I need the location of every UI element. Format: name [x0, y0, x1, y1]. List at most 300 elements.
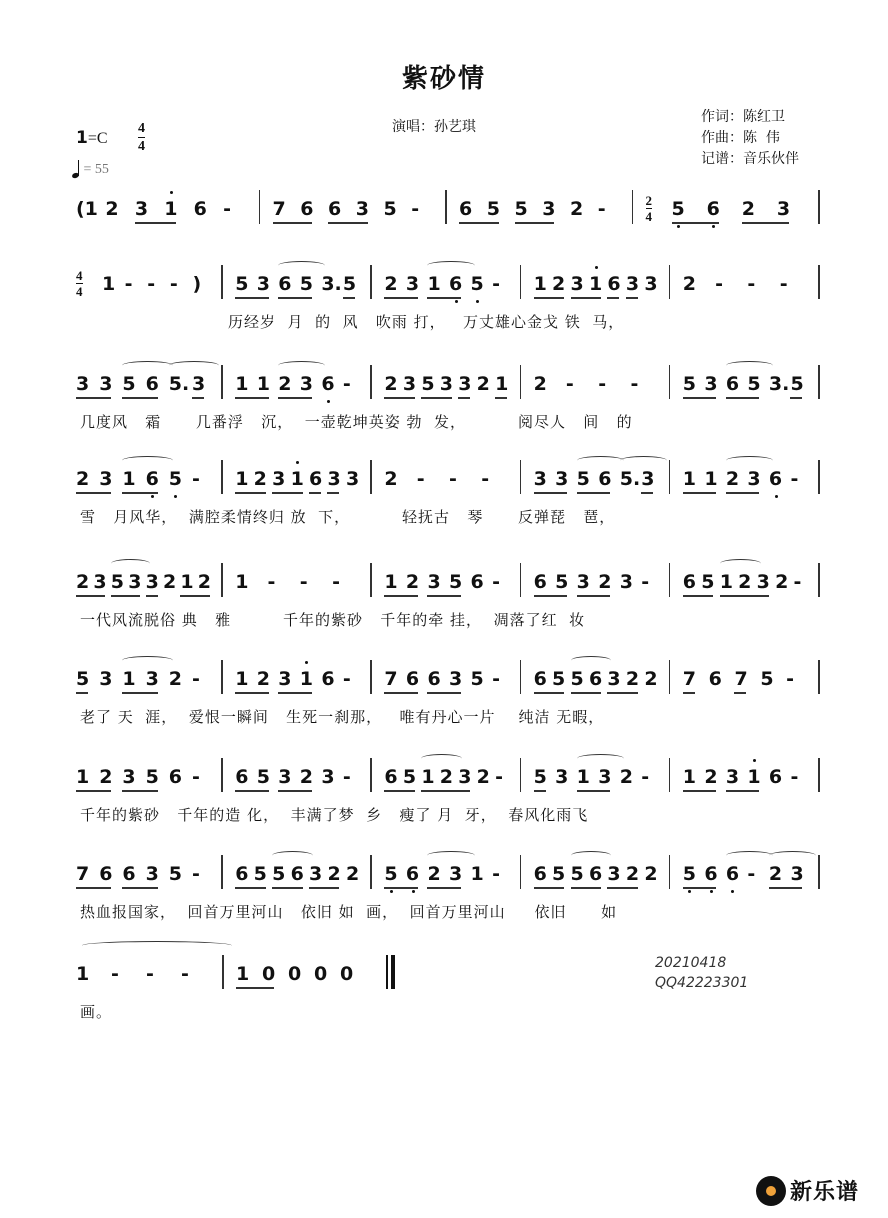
key-signature: 1=C: [76, 128, 108, 148]
date-text: 20210418: [655, 955, 727, 971]
note: 6: [193, 198, 207, 220]
note: 3.: [768, 373, 790, 395]
beam-underline: [571, 887, 601, 889]
beam-underline: [384, 595, 418, 597]
extension-dash: -: [416, 468, 425, 490]
beam-underline: [235, 297, 269, 299]
note: 3: [134, 198, 149, 220]
barline: [818, 365, 820, 399]
note: 3: [607, 863, 621, 885]
beam-underline: [278, 692, 312, 694]
beam-underline: [236, 987, 274, 989]
low-octave-dot: [677, 225, 680, 228]
score-line: [72, 660, 832, 740]
extension-dash: -: [598, 373, 607, 395]
note: 2: [552, 273, 566, 295]
barline: [221, 460, 223, 494]
note: 5.: [619, 468, 641, 490]
note: 6: [290, 863, 304, 885]
note: 7: [76, 863, 90, 885]
low-octave-dot: [688, 890, 691, 893]
note: 3: [776, 198, 791, 220]
beam-underline: [384, 692, 418, 694]
barline: [520, 460, 522, 494]
note: 6: [328, 198, 342, 220]
note: 3: [641, 468, 655, 490]
note: 1: [291, 468, 304, 490]
note: 6: [470, 571, 484, 593]
note: 3: [725, 766, 740, 788]
note: 2: [644, 863, 658, 885]
low-octave-dot: [712, 225, 715, 228]
beam-underline: [272, 492, 302, 494]
note: 2: [725, 468, 740, 490]
note: 5: [470, 668, 484, 690]
note: 3: [449, 863, 463, 885]
extension-dash: -: [641, 766, 650, 788]
note: 1: [235, 668, 249, 690]
barline: [221, 365, 223, 399]
note: 2: [427, 863, 441, 885]
note: 7: [682, 668, 697, 690]
note: 1: [719, 571, 733, 593]
note: 3: [533, 468, 547, 490]
note: 5.: [168, 373, 190, 395]
note: 3: [449, 668, 463, 690]
note: 0: [262, 963, 276, 985]
slur-arc: [571, 851, 612, 860]
beam-underline: [384, 297, 418, 299]
extension-dash: -: [146, 963, 154, 985]
note: 2: [76, 468, 90, 490]
note: 5: [421, 373, 435, 395]
beam-underline: [384, 790, 414, 792]
extension-dash: -: [492, 668, 500, 690]
lyrics-line: 老了 天 涯， 爱恨一瞬间 生死一刹那， 唯有丹心一片 纯洁 无暇，: [80, 708, 605, 726]
tempo-marking: = 55: [72, 160, 109, 178]
barline: [669, 460, 671, 494]
extension-dash: -: [342, 373, 351, 395]
note: 1: [747, 766, 760, 788]
note: 2: [570, 198, 584, 220]
barline: [520, 758, 522, 792]
note: 2: [384, 468, 398, 490]
note: 2: [384, 273, 398, 295]
slur-arc: [278, 361, 325, 370]
note: 6: [405, 668, 420, 690]
barline: [520, 265, 522, 299]
note: 5: [514, 198, 528, 220]
note: 5: [683, 863, 696, 885]
note: 1: [235, 571, 249, 593]
barline: [370, 365, 372, 399]
note: 2: [476, 766, 490, 788]
extension-dash: -: [597, 198, 606, 220]
quarter-note-icon: [72, 160, 80, 178]
beam-underline: [641, 492, 653, 494]
note: 2: [299, 766, 314, 788]
note: 3: [405, 273, 420, 295]
beam-underline: [235, 397, 269, 399]
low-octave-dot: [327, 400, 330, 403]
note: 5: [122, 373, 136, 395]
extension-dash: -: [790, 766, 799, 788]
note: 3: [93, 571, 107, 593]
note: 2: [704, 766, 718, 788]
note: 7: [384, 668, 398, 690]
note: 6: [384, 766, 398, 788]
note: 5: [299, 273, 314, 295]
note: 6: [309, 468, 323, 490]
extension-dash: -: [565, 373, 574, 395]
logo-text: 新乐谱: [790, 1180, 860, 1205]
beam-underline: [683, 397, 717, 399]
high-octave-dot: [296, 461, 299, 464]
note: 1: [235, 468, 249, 490]
note: 3: [76, 373, 90, 395]
beam-underline: [76, 595, 105, 597]
extension-dash: -: [342, 766, 351, 788]
note: 3: [576, 571, 590, 593]
note: 5: [701, 571, 715, 593]
time-signature-change: 2 4: [645, 193, 652, 224]
transcriber-credit: 记谱：音乐伙伴: [701, 151, 799, 167]
beam-underline: [278, 790, 312, 792]
note: 2: [738, 571, 752, 593]
note: 5: [169, 468, 182, 490]
note: 6: [321, 668, 335, 690]
beam-underline: [343, 297, 355, 299]
barline: [818, 855, 820, 889]
note: 5: [449, 571, 463, 593]
note: 1: [76, 766, 90, 788]
note: 1: [682, 468, 697, 490]
low-octave-dot: [775, 495, 778, 498]
note: 2: [476, 373, 490, 395]
note: 1: [180, 571, 194, 593]
extension-dash: -: [492, 863, 500, 885]
note: 3: [607, 668, 621, 690]
note: 6: [321, 373, 334, 395]
barline: [669, 563, 671, 597]
beam-underline: [726, 492, 760, 494]
note: 3: [555, 766, 569, 788]
barline: [669, 660, 671, 694]
note: 1: [704, 468, 718, 490]
note: 1: [235, 373, 249, 395]
beam-underline: [534, 887, 564, 889]
note: 3: [122, 766, 136, 788]
barline: [818, 563, 820, 597]
score-line: [72, 758, 832, 838]
note: 3: [625, 273, 640, 295]
note: 3: [145, 668, 159, 690]
note: 2: [644, 668, 658, 690]
note: 3: [619, 571, 633, 593]
note: 0: [340, 963, 354, 985]
note: 5: [402, 766, 417, 788]
barline: [520, 563, 522, 597]
note: 6: [533, 863, 547, 885]
note: 6: [146, 468, 159, 490]
low-octave-dot: [390, 890, 393, 893]
barline: [818, 660, 820, 694]
extension-dash: -: [192, 766, 200, 788]
beam-underline: [607, 297, 619, 299]
note: 3: [309, 863, 323, 885]
extension-dash: -: [641, 571, 650, 593]
beam-underline: [534, 692, 564, 694]
note: 6: [427, 668, 441, 690]
note: 2: [168, 668, 183, 690]
note: 2: [768, 863, 783, 885]
note: 1: [421, 766, 435, 788]
date-stamp: [655, 953, 748, 993]
note: 5: [383, 198, 397, 220]
extension-dash: -: [181, 963, 189, 985]
slur-arc: [427, 851, 474, 860]
staff: [72, 563, 832, 607]
extension-dash: -: [267, 571, 276, 593]
beam-underline: [272, 887, 302, 889]
note: 5: [552, 668, 566, 690]
score-line: [72, 855, 832, 935]
beam-underline: [672, 222, 719, 224]
low-octave-dot: [151, 495, 154, 498]
slur-arc: [122, 656, 172, 665]
note: 6: [99, 863, 113, 885]
beam-underline: [111, 595, 140, 597]
beam-underline: [427, 595, 461, 597]
note: 3: [402, 373, 417, 395]
note: 2: [76, 571, 90, 593]
beam-underline: [742, 222, 789, 224]
note: 2: [682, 273, 697, 295]
beam-underline: [235, 692, 269, 694]
note: 3: [790, 863, 804, 885]
extension-dash: -: [299, 571, 308, 593]
note: 5: [555, 571, 569, 593]
note: 3.: [321, 273, 342, 295]
note: 3: [128, 571, 142, 593]
score-line: [72, 365, 832, 445]
note: 3: [439, 373, 453, 395]
extension-dash: -: [169, 273, 178, 295]
note: 3: [427, 571, 441, 593]
extension-dash: -: [793, 571, 802, 593]
barline: [632, 190, 634, 224]
beam-underline: [122, 492, 157, 494]
composer-credit: 作曲：陈 伟: [701, 130, 780, 146]
qq-text: QQ42223301: [655, 975, 749, 991]
note: 3: [756, 571, 770, 593]
beam-underline: [76, 492, 111, 494]
beam-underline: [577, 492, 611, 494]
note: 6: [704, 863, 717, 885]
note: 5: [672, 198, 685, 220]
extension-dash: -: [147, 273, 156, 295]
note: 6: [122, 863, 136, 885]
barline: [370, 563, 372, 597]
note: 2: [405, 571, 420, 593]
extension-dash: -: [342, 668, 351, 690]
beam-underline: [427, 297, 461, 299]
note: 3: [99, 373, 113, 395]
note: 6: [598, 468, 612, 490]
beam-underline: [683, 492, 717, 494]
staff: [72, 660, 832, 704]
beam-underline: [720, 595, 769, 597]
note: 2: [345, 863, 360, 885]
extension-dash: -: [747, 863, 756, 885]
note: 2: [278, 373, 292, 395]
note: 6: [168, 766, 183, 788]
extension-dash: -: [630, 373, 639, 395]
beam-underline: [384, 887, 418, 889]
beam-underline: [76, 790, 111, 792]
note: 2: [439, 766, 453, 788]
slur-arc: [571, 656, 612, 665]
lyrics-line: 千年的紫砂 千年的造 化， 丰满了梦 乡 瘦了 月 牙， 春风化雨飞: [80, 806, 589, 824]
note: 0: [314, 963, 328, 985]
barline: [259, 190, 261, 224]
note: 6: [725, 373, 740, 395]
note: 2: [533, 373, 547, 395]
low-octave-dot: [455, 300, 458, 303]
extension-dash: -: [124, 273, 133, 295]
beam-underline: [273, 222, 313, 224]
note: 6: [533, 668, 547, 690]
note: 1: [236, 963, 250, 985]
extension-dash: -: [192, 468, 200, 490]
barline: [669, 758, 671, 792]
note: 6: [682, 571, 697, 593]
slur-arc: [726, 361, 773, 370]
beam-underline: [769, 887, 803, 889]
beam-underline: [683, 692, 695, 694]
note: 3: [99, 468, 113, 490]
note: 5: [486, 198, 500, 220]
beam-underline: [122, 887, 157, 889]
note: 3: [321, 766, 335, 788]
note: 6: [707, 198, 720, 220]
note: 5: [570, 668, 584, 690]
note: 6: [607, 273, 621, 295]
slur-arc: [769, 851, 816, 860]
barline: [370, 460, 372, 494]
note: 3: [355, 198, 369, 220]
note: 5: [253, 863, 267, 885]
barline: [221, 855, 223, 889]
slur-arc: [720, 559, 761, 568]
note: 3: [555, 468, 569, 490]
note: 5: [533, 766, 547, 788]
beam-underline: [534, 790, 546, 792]
extension-dash: -: [492, 571, 500, 593]
note: 5: [256, 766, 270, 788]
note: 5: [235, 273, 249, 295]
note: 2: [105, 198, 119, 220]
note: 3: [570, 273, 584, 295]
score-line: [72, 563, 832, 643]
high-octave-dot: [753, 759, 756, 762]
barline: [370, 265, 372, 299]
note: 1: [533, 273, 547, 295]
credits: [701, 107, 799, 170]
score-line: [72, 460, 832, 540]
extension-dash: -: [481, 468, 490, 490]
beam-underline: [328, 222, 368, 224]
beam-underline: [235, 887, 265, 889]
beam-underline: [384, 397, 414, 399]
beam-underline: [607, 887, 637, 889]
note: 1: [589, 273, 602, 295]
note: 5: [471, 273, 484, 295]
slur-arc: [169, 361, 219, 370]
note: 5: [145, 766, 159, 788]
note: 1: [300, 668, 313, 690]
extension-dash: -: [111, 963, 119, 985]
beam-underline: [122, 692, 157, 694]
beam-underline: [76, 397, 111, 399]
barline: [520, 365, 522, 399]
beam-underline: [571, 297, 601, 299]
extension-dash: -: [492, 273, 500, 295]
beam-underline: [135, 222, 176, 224]
staff: [72, 758, 832, 802]
note: 3: [145, 571, 159, 593]
note: 5: [570, 863, 584, 885]
note: 3: [256, 273, 270, 295]
final-barline-thin: [386, 955, 388, 989]
beam-underline: [180, 595, 209, 597]
extension-dash: -: [223, 198, 231, 220]
beam-underline: [683, 595, 713, 597]
slur-arc: [122, 361, 172, 370]
barline: [221, 563, 223, 597]
beam-underline: [278, 297, 312, 299]
barline: [370, 660, 372, 694]
beam-underline: [122, 397, 157, 399]
beam-underline: [726, 790, 760, 792]
note: 3: [327, 468, 341, 490]
beam-underline: [192, 397, 204, 399]
slur-arc: [620, 456, 667, 465]
note: 1: [384, 571, 398, 593]
note: 1: [682, 766, 697, 788]
beam-underline: [278, 397, 312, 399]
barline: [221, 660, 223, 694]
note: 5: [552, 863, 566, 885]
beam-underline: [458, 397, 470, 399]
note: 7: [272, 198, 286, 220]
note: 6: [449, 273, 462, 295]
beam-underline: [790, 397, 802, 399]
note: 2: [256, 668, 270, 690]
staff: [72, 460, 832, 504]
time-signature: 4 4: [138, 121, 145, 154]
note: 3: [145, 863, 159, 885]
beam-underline: [122, 790, 157, 792]
barline: [520, 660, 522, 694]
note: 3: [644, 273, 658, 295]
note: 3: [278, 766, 292, 788]
note: 1: [164, 198, 177, 220]
beam-underline: [327, 492, 339, 494]
barline: [818, 190, 820, 224]
beam-underline: [577, 595, 611, 597]
score-line: [72, 265, 832, 345]
